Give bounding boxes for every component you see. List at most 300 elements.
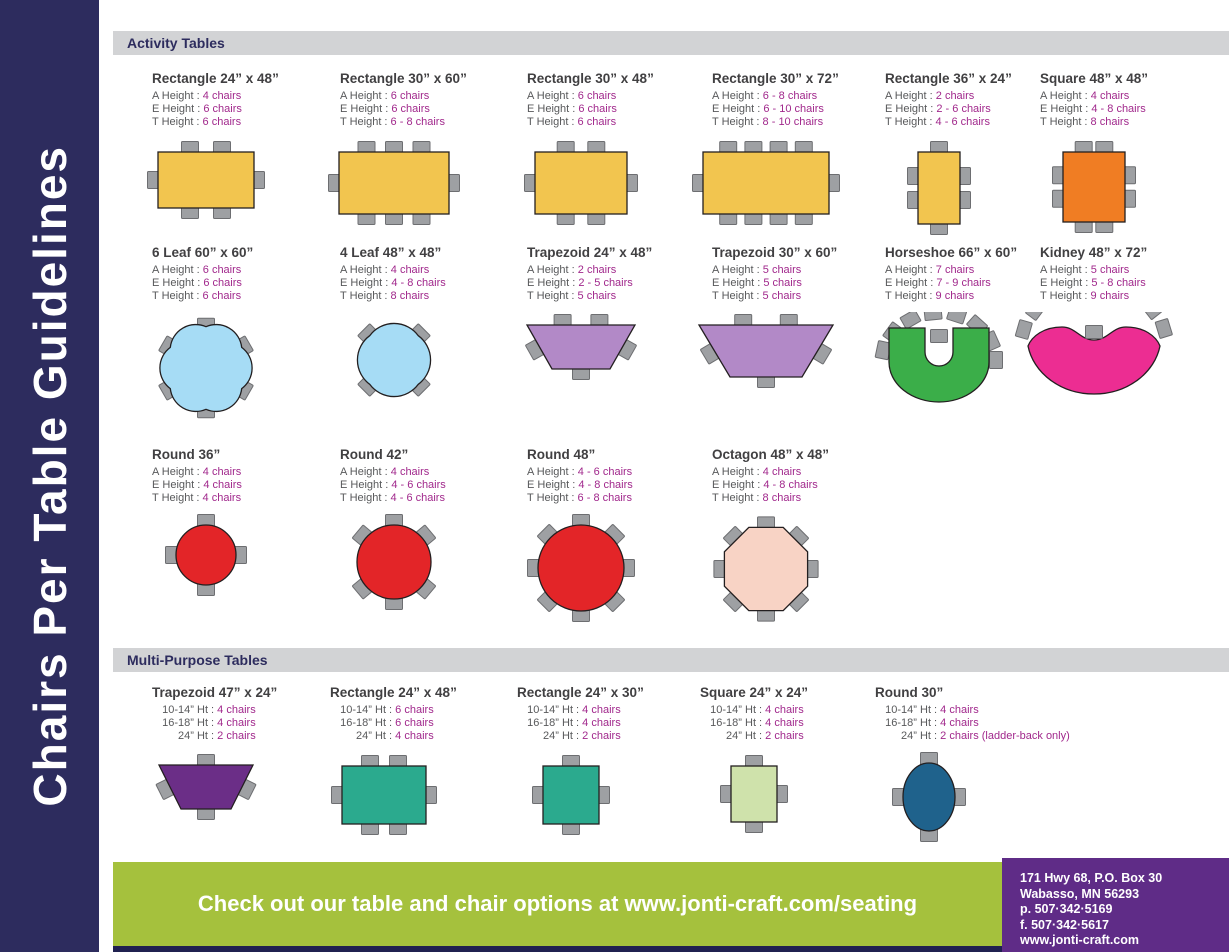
spec-label: A Height xyxy=(527,90,569,102)
spec-value: 4 chairs xyxy=(765,704,804,716)
spec-colon: : xyxy=(1081,90,1091,102)
spec-value: 2 chairs (ladder-back only) xyxy=(940,730,1070,742)
spec-label: E Height xyxy=(527,277,570,289)
table-diagram-rect xyxy=(491,752,651,838)
spec-value: 6 chairs xyxy=(390,90,430,102)
contact-line-fax: f. 507·342·5617 xyxy=(1020,917,1109,932)
spec-label: A Height xyxy=(527,466,569,478)
spec-value: 8 chairs xyxy=(1090,116,1130,128)
spec-value: 4 - 6 chairs xyxy=(391,479,446,491)
spec-line xyxy=(340,466,527,479)
spec-colon: : xyxy=(1081,116,1091,128)
spec-label: T Height xyxy=(152,492,194,504)
table-title: 4 Leaf 48” x 48” xyxy=(340,245,442,260)
spec-line xyxy=(152,264,340,277)
table-shape xyxy=(158,152,254,208)
spec-value: 6 chairs xyxy=(577,116,617,128)
spec-colon: : xyxy=(386,730,396,742)
spec-line xyxy=(712,466,885,479)
spec-label: T Height xyxy=(712,290,754,302)
promo-banner-text: Check out our table and chair options at www.jonti-craft.com/seating xyxy=(197,891,918,916)
spec-line xyxy=(1040,116,1229,129)
section-header-activity-tables xyxy=(113,31,1229,55)
spec-colon: : xyxy=(194,277,204,289)
diagram-wrap xyxy=(491,752,651,838)
table-title: Trapezoid 30” x 60” xyxy=(712,245,838,260)
spec-label: A Height xyxy=(152,466,194,478)
spec-label: 24” Ht xyxy=(726,730,756,742)
spec-colon: : xyxy=(194,103,204,115)
spec-value: 6 chairs xyxy=(578,103,617,115)
spec-label: 16-18” Ht xyxy=(885,717,931,729)
spec-value: 6 chairs xyxy=(202,116,242,128)
spec-line xyxy=(330,704,517,717)
spec-line xyxy=(885,290,1040,303)
table-diagram-scallop xyxy=(314,312,474,408)
spec-colon: : xyxy=(926,290,936,302)
spec-label: T Height xyxy=(152,116,194,128)
spec-colon: : xyxy=(382,277,392,289)
spec-colon: : xyxy=(927,277,937,289)
spec-value: 6 chairs xyxy=(202,290,242,302)
table-title: Rectangle 30” x 60” xyxy=(340,71,467,86)
spec-colon: : xyxy=(753,492,763,504)
spec-label: T Height xyxy=(885,116,927,128)
table-diagram-circle xyxy=(501,514,661,622)
table-title: Round 30” xyxy=(875,685,944,700)
spec-value: 4 chairs xyxy=(940,704,979,716)
table-card xyxy=(340,438,527,658)
table-title: Rectangle 24” x 48” xyxy=(152,71,279,86)
table-title: Octagon 48” x 48” xyxy=(712,447,830,462)
spec-colon: : xyxy=(568,116,578,128)
spec-value: 6 chairs xyxy=(202,264,242,276)
spec-colon: : xyxy=(573,704,583,716)
spec-line xyxy=(712,116,885,129)
spec-value: 5 chairs xyxy=(762,264,802,276)
contact-line-address: 171 Hwy 68, P.O. Box 30 xyxy=(1020,871,1163,885)
table-shape xyxy=(543,766,599,824)
spec-line xyxy=(152,704,330,717)
table-diagram-rect xyxy=(314,138,474,228)
spec-label: A Height xyxy=(527,264,569,276)
spec-value: 7 chairs xyxy=(935,264,975,276)
spec-value: 5 chairs xyxy=(763,277,802,289)
spec-colon: : xyxy=(193,492,203,504)
spec-colon: : xyxy=(926,90,936,102)
spec-line xyxy=(712,264,885,277)
table-shape xyxy=(699,325,833,377)
chair-icon xyxy=(1141,312,1162,320)
diagram-wrap xyxy=(859,312,1019,416)
table-card xyxy=(527,438,712,658)
spec-label: T Height xyxy=(340,492,382,504)
multi-purpose-tables-grid xyxy=(152,676,1115,856)
spec-value: 7 - 9 chairs xyxy=(936,277,991,289)
spec-value: 4 - 8 chairs xyxy=(763,479,818,491)
spec-colon: : xyxy=(193,116,203,128)
spec-value: 4 chairs xyxy=(940,717,979,729)
spec-colon: : xyxy=(193,290,203,302)
contact-line-city: Wabasso, MN 56293 xyxy=(1020,886,1140,901)
table-diagram-circle xyxy=(314,514,474,610)
spec-label: A Height xyxy=(340,466,382,478)
table-diagram-circle xyxy=(126,514,286,596)
spec-line xyxy=(712,90,885,103)
spec-value: 4 - 6 chairs xyxy=(390,492,445,504)
spec-label: A Height xyxy=(885,90,927,102)
spec-colon: : xyxy=(568,492,578,504)
spec-value: 9 chairs xyxy=(935,290,975,302)
spec-value: 4 chairs xyxy=(395,730,434,742)
spec-colon: : xyxy=(927,103,937,115)
chair-icon xyxy=(1025,312,1046,321)
spec-line xyxy=(885,264,1040,277)
table-card xyxy=(1040,62,1229,236)
contact-line-phone: p. 507·342·5169 xyxy=(1020,902,1113,916)
spec-colon: : xyxy=(573,717,583,729)
spec-label: E Height xyxy=(527,103,570,115)
spec-value: 8 chairs xyxy=(762,492,802,504)
table-title: Kidney 48” x 72” xyxy=(1040,245,1148,260)
spec-label: A Height xyxy=(1040,264,1082,276)
table-shape xyxy=(724,527,807,610)
spec-colon: : xyxy=(753,290,763,302)
spec-colon: : xyxy=(754,479,764,491)
diagram-wrap xyxy=(674,752,834,836)
spec-line xyxy=(712,492,885,505)
diagram-wrap xyxy=(501,514,661,622)
spec-colon: : xyxy=(754,277,764,289)
spec-colon: : xyxy=(208,704,218,716)
chair-icon xyxy=(990,352,1003,369)
spec-value: 4 chairs xyxy=(582,717,621,729)
spec-label: 16-18” Ht xyxy=(162,717,208,729)
spec-label: T Height xyxy=(712,116,754,128)
table-title: Rectangle 30” x 48” xyxy=(527,71,654,86)
table-title: Trapezoid 24” x 48” xyxy=(527,245,653,260)
spec-line xyxy=(527,492,712,505)
spec-line xyxy=(340,277,527,290)
spec-value: 5 chairs xyxy=(577,290,617,302)
table-card xyxy=(712,438,885,658)
spec-line xyxy=(700,704,875,717)
spec-value: 4 chairs xyxy=(1090,90,1130,102)
spec-colon: : xyxy=(193,264,203,276)
diagram-wrap xyxy=(686,514,846,624)
spec-colon: : xyxy=(753,264,763,276)
spec-line xyxy=(527,466,712,479)
table-card xyxy=(330,676,517,856)
spec-label: T Height xyxy=(152,290,194,302)
table-shape xyxy=(357,525,431,599)
table-diagram-kidney xyxy=(1014,312,1174,416)
spec-label: E Height xyxy=(712,103,755,115)
table-shape xyxy=(159,765,253,809)
spec-value: 2 chairs xyxy=(217,730,256,742)
spec-value: 4 chairs xyxy=(390,466,430,478)
spec-line xyxy=(330,730,517,743)
spec-label: 10-14” Ht xyxy=(527,704,573,716)
spec-colon: : xyxy=(1081,290,1091,302)
table-shape xyxy=(160,325,252,412)
diagram-wrap xyxy=(126,752,286,822)
spec-value: 5 - 8 chairs xyxy=(1091,277,1146,289)
spec-line xyxy=(340,492,527,505)
spec-line xyxy=(527,479,712,492)
table-title: Rectangle 30” x 72” xyxy=(712,71,839,86)
spec-colon: : xyxy=(926,264,936,276)
spec-colon: : xyxy=(931,717,941,729)
spec-label: A Height xyxy=(712,90,754,102)
table-shape xyxy=(176,525,236,585)
spec-label: T Height xyxy=(1040,290,1082,302)
spec-value: 4 - 6 chairs xyxy=(577,466,633,478)
spec-value: 2 chairs xyxy=(765,730,804,742)
spec-value: 2 - 5 chairs xyxy=(578,277,633,289)
spec-label: E Height xyxy=(340,479,383,491)
spec-value: 5 chairs xyxy=(1090,264,1130,276)
spec-line xyxy=(340,290,527,303)
spec-label: 24” Ht xyxy=(543,730,573,742)
spec-colon: : xyxy=(381,264,391,276)
spec-line xyxy=(152,116,340,129)
table-title: Round 48” xyxy=(527,447,596,462)
table-title: Rectangle 36” x 24” xyxy=(885,71,1012,86)
chair-icon xyxy=(931,330,948,343)
spec-colon: : xyxy=(569,479,579,491)
table-shape xyxy=(339,152,449,214)
spec-label: 16-18” Ht xyxy=(340,717,386,729)
spec-colon: : xyxy=(756,730,766,742)
spec-value: 6 chairs xyxy=(577,90,617,102)
sidebar xyxy=(0,0,99,952)
spec-label: 10-14” Ht xyxy=(710,704,756,716)
section-header-label: Multi-Purpose Tables xyxy=(127,652,268,668)
spec-colon: : xyxy=(194,479,204,491)
spec-colon: : xyxy=(382,103,392,115)
spec-line xyxy=(152,90,340,103)
spec-label: A Height xyxy=(712,466,754,478)
spec-line xyxy=(1040,264,1229,277)
spec-line xyxy=(152,290,340,303)
spec-value: 4 chairs xyxy=(202,90,242,102)
spec-line xyxy=(712,479,885,492)
spec-colon: : xyxy=(193,466,203,478)
spec-value: 6 - 8 chairs xyxy=(762,90,818,102)
spec-label: A Height xyxy=(1040,90,1082,102)
spec-label: E Height xyxy=(152,479,195,491)
spec-label: A Height xyxy=(340,264,382,276)
diagram-wrap xyxy=(849,752,1009,842)
table-title: Rectangle 24” x 48” xyxy=(330,685,457,700)
spec-label: E Height xyxy=(712,479,755,491)
table-card xyxy=(152,62,340,236)
spec-label: 10-14” Ht xyxy=(162,704,208,716)
spec-label: T Height xyxy=(527,492,569,504)
spec-value: 4 - 6 chairs xyxy=(935,116,990,128)
spec-colon: : xyxy=(208,730,218,742)
spec-line xyxy=(1040,103,1229,116)
spec-value: 8 chairs xyxy=(390,290,430,302)
spec-label: A Height xyxy=(152,90,194,102)
table-diagram-rect xyxy=(304,752,464,838)
spec-label: A Height xyxy=(152,264,194,276)
diagram-wrap xyxy=(304,752,464,838)
spec-label: T Height xyxy=(340,116,382,128)
spec-value: 4 - 8 chairs xyxy=(578,479,633,491)
spec-value: 2 - 6 chairs xyxy=(936,103,991,115)
spec-colon: : xyxy=(753,116,763,128)
spec-line xyxy=(875,730,1115,743)
spec-colon: : xyxy=(1082,103,1092,115)
spec-value: 2 chairs xyxy=(935,90,975,102)
table-diagram-trap xyxy=(686,312,846,390)
spec-line xyxy=(152,277,340,290)
spec-label: 24” Ht xyxy=(901,730,931,742)
spec-line xyxy=(700,717,875,730)
table-card xyxy=(1040,236,1229,438)
contact-box xyxy=(1002,858,1229,952)
spec-colon: : xyxy=(386,717,396,729)
table-shape xyxy=(703,152,829,214)
spec-line xyxy=(875,717,1115,730)
table-card xyxy=(527,236,712,438)
spec-colon: : xyxy=(756,717,766,729)
spec-line xyxy=(527,277,712,290)
spec-line xyxy=(152,466,340,479)
bottom-strip xyxy=(113,946,1002,952)
spec-colon: : xyxy=(756,704,766,716)
spec-label: E Height xyxy=(1040,277,1083,289)
spec-value: 6 chairs xyxy=(391,103,430,115)
table-card xyxy=(340,62,527,236)
table-card xyxy=(152,438,340,658)
spec-label: E Height xyxy=(340,277,383,289)
spec-line xyxy=(340,264,527,277)
table-title: Round 36” xyxy=(152,447,221,462)
diagram-wrap xyxy=(501,138,661,228)
spec-line xyxy=(152,730,330,743)
spec-value: 4 chairs xyxy=(765,717,804,729)
spec-value: 4 chairs xyxy=(202,466,242,478)
diagram-wrap xyxy=(126,138,286,222)
table-card xyxy=(517,676,700,856)
spec-colon: : xyxy=(381,466,391,478)
spec-value: 4 chairs xyxy=(582,704,621,716)
spec-label: E Height xyxy=(1040,103,1083,115)
contact-line-website: www.jonti-craft.com xyxy=(1020,933,1139,947)
spec-colon: : xyxy=(569,103,579,115)
spec-value: 4 chairs xyxy=(217,717,256,729)
spec-line xyxy=(700,730,875,743)
chair-icon xyxy=(1015,320,1032,340)
spec-line xyxy=(527,264,712,277)
spec-line xyxy=(152,717,330,730)
spec-label: E Height xyxy=(885,103,928,115)
diagram-wrap xyxy=(859,138,1019,238)
spec-line xyxy=(712,103,885,116)
table-diagram-horseshoe xyxy=(859,312,1019,416)
spec-value: 4 chairs xyxy=(217,704,256,716)
spec-value: 4 chairs xyxy=(390,264,430,276)
spec-line xyxy=(527,90,712,103)
table-shape xyxy=(731,766,777,822)
spec-colon: : xyxy=(1081,264,1091,276)
diagram-wrap xyxy=(1014,312,1174,416)
spec-label: 24” Ht xyxy=(178,730,208,742)
table-diagram-rect xyxy=(126,138,286,222)
spec-line xyxy=(152,479,340,492)
spec-colon: : xyxy=(381,116,391,128)
spec-value: 9 chairs xyxy=(1090,290,1130,302)
diagram-wrap xyxy=(314,138,474,228)
spec-value: 6 chairs xyxy=(203,103,242,115)
table-shape xyxy=(535,152,627,214)
table-diagram-ellipse xyxy=(849,752,1009,842)
activity-tables-grid xyxy=(152,62,1229,658)
table-diagram-rect xyxy=(859,138,1019,238)
spec-value: 6 - 8 chairs xyxy=(390,116,445,128)
spec-colon: : xyxy=(208,717,218,729)
spec-line xyxy=(885,277,1040,290)
diagram-wrap xyxy=(126,312,286,424)
spec-value: 6 - 8 chairs xyxy=(577,492,632,504)
table-title: Square 48” x 48” xyxy=(1040,71,1149,86)
spec-label: E Height xyxy=(340,103,383,115)
spec-label: E Height xyxy=(152,277,195,289)
spec-colon: : xyxy=(382,479,392,491)
spec-label: A Height xyxy=(712,264,754,276)
spec-line xyxy=(340,116,527,129)
spec-value: 4 chairs xyxy=(762,466,802,478)
poster-title: Chairs Per Table Guidelines xyxy=(23,145,76,807)
spec-value: 2 chairs xyxy=(577,264,617,276)
section-header-multi-purpose-tables xyxy=(113,648,1229,672)
spec-label: A Height xyxy=(340,90,382,102)
spec-line xyxy=(527,103,712,116)
spec-line xyxy=(712,290,885,303)
table-shape xyxy=(903,763,955,831)
spec-colon: : xyxy=(381,492,391,504)
spec-colon: : xyxy=(931,704,941,716)
diagram-wrap xyxy=(126,514,286,596)
spec-label: T Height xyxy=(885,290,927,302)
spec-value: 4 - 8 chairs xyxy=(391,277,446,289)
spec-colon: : xyxy=(931,730,941,742)
spec-value: 4 chairs xyxy=(203,479,242,491)
spec-colon: : xyxy=(381,290,391,302)
spec-value: 6 chairs xyxy=(203,277,242,289)
spec-colon: : xyxy=(386,704,396,716)
spec-line xyxy=(527,116,712,129)
spec-label: 16-18” Ht xyxy=(710,717,756,729)
spec-colon: : xyxy=(754,103,764,115)
spec-colon: : xyxy=(753,466,763,478)
spec-label: T Height xyxy=(527,290,569,302)
spec-label: 10-14” Ht xyxy=(885,704,931,716)
table-title: Round 42” xyxy=(340,447,409,462)
spec-line xyxy=(340,90,527,103)
spec-line xyxy=(340,103,527,116)
diagram-wrap xyxy=(686,312,846,390)
spec-label: E Height xyxy=(527,479,570,491)
diagram-wrap xyxy=(314,514,474,610)
spec-colon: : xyxy=(573,730,583,742)
spec-label: T Height xyxy=(527,116,569,128)
spec-label: 24” Ht xyxy=(356,730,386,742)
spec-value: 6 - 10 chairs xyxy=(763,103,824,115)
